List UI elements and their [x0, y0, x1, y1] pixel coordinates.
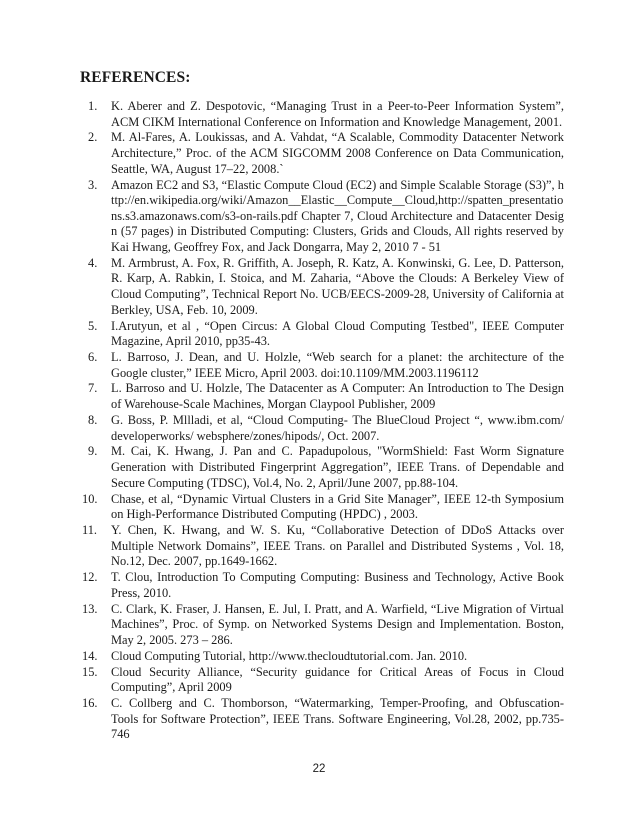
reference-number: 8. [88, 412, 98, 427]
reference-item-12 [82, 570, 564, 601]
reference-number: 10. [82, 491, 98, 506]
reference-text: L. Barroso, J. Dean, and U. Holzle, “Web search for a planet: the architecture of the Google cluster,” IEEE Micro, April 2003. doi:10.1109/MM.2003.1196112 [111, 349, 564, 380]
reference-text: I.Arutyun, et al , “Open Circus: A Global Cloud Computing Testbed", IEEE Computer Magazine, April 2010, pp35-43. [111, 318, 564, 349]
reference-item-16 [82, 696, 564, 743]
reference-item-15 [82, 664, 564, 696]
reference-number: 5. [88, 318, 98, 333]
reference-text: C. Collberg and C. Thomborson, “Watermarking, Temper-Proofing, and Obfuscation- Tools for Software Protection”, IEEE Trans. Software Engineering, Vol.28, 2002, pp.735-746 [111, 696, 564, 742]
reference-text: K. Aberer and Z. Despotovic, “Managing Trust in a Peer-to-Peer Information System”, ACM CIKM International Conference on Information and Knowledge Management, 2001. [111, 99, 564, 129]
reference-item-10 [82, 491, 564, 523]
reference-item-2 [88, 130, 564, 177]
reference-number: 9. [88, 444, 98, 459]
reference-text: Y. Chen, K. Hwang, and W. S. Ku, “Collaborative Detection of DDoS Attacks over Multiple Network Domains”, IEEE Trans. on Parallel and Distributed Systems , Vol. 18, No.12, Dec. 2007, pp.1649-1662. [111, 523, 564, 569]
reference-number: 1. [88, 99, 98, 113]
reference-text: Cloud Security Alliance, “Security guidance for Critical Areas of Focus in Cloud Computing”, April 2009 [111, 664, 564, 695]
reference-text: C. Clark, K. Fraser, J. Hansen, E. Jul, I. Pratt, and A. Warfield, “Live Migration of Virtual Machines”, Proc. of Symp. on Networked Systems Design and Implementation. Boston, May 2, 2005. 273 – 286. [111, 601, 564, 647]
reference-text: Amazon EC2 and S3, “Elastic Compute Cloud (EC2) and Simple Scalable Storage (S3)”, http://en.wikipedia.org/wiki/Amazon__Elastic__Compute__Cloud,http://spatten_presentations.s3.amazonaws.com/s3-on-rails.pdf Chapter 7, Cloud Architecture and Datacenter Design (57 pages) in Distributed Computing: Clusters, Grids and Clouds, All rights reserved by Kai Hwang, Geoffrey Fox, and Jack Dongarra, May 2, 2010 7 - 51 [111, 177, 564, 254]
reference-text: Cloud Computing Tutorial, http://www.thecloudtutorial.com. Jan. 2010. [111, 648, 468, 663]
reference-number: 4. [88, 255, 98, 270]
reference-number: 11. [82, 523, 98, 537]
reference-number: 2. [88, 130, 98, 145]
reference-item-14 [82, 648, 564, 665]
reference-text: M. Armbrust, A. Fox, R. Griffith, A. Joseph, R. Katz, A. Konwinski, G. Lee, D. Patterson, R. Karp, A. Rabkin, I. Stoica, and M. Zaharia, “Above the Clouds: A Berkeley View of Cloud Computing”, Technical Report No. UCB/EECS-2009-28, University of California at Berkley, USA, Feb. 10, 2009. [111, 255, 564, 317]
reference-number: 3. [88, 177, 98, 192]
reference-item-13 [82, 601, 564, 649]
reference-item-8 [88, 413, 564, 444]
reference-item-11 [82, 523, 564, 570]
reference-text: G. Boss, P. Mllladi, et al, “Cloud Computing- The BlueCloud Project “, www.ibm.com/ developerworks/ websphere/zones/hipods/, Oct. 2007. [111, 412, 564, 443]
reference-number: 7. [88, 381, 98, 396]
reference-number: 13. [82, 601, 98, 616]
reference-item-9 [88, 444, 564, 491]
references-heading: REFERENCES: [80, 69, 191, 86]
reference-item-6 [88, 350, 564, 381]
reference-item-4 [88, 256, 564, 318]
reference-text: L. Barroso and U. Holzle, The Datacenter as A Computer: An Introduction to The Design of Warehouse-Scale Machines, Morgan Claypool Publisher, 2009 [111, 381, 564, 412]
reference-number: 12. [82, 570, 98, 585]
page-number: 22 [312, 763, 326, 775]
reference-number: 16. [82, 696, 98, 711]
reference-item-7 [88, 381, 564, 412]
reference-number: 15. [82, 664, 98, 679]
reference-item-3 [88, 178, 564, 256]
reference-text: Chase, et al, “Dynamic Virtual Clusters in a Grid Site Manager”, IEEE 12-th Symposium on High-Performance Distributed Computing (HPDC) , 2003. [111, 491, 564, 522]
reference-item-5 [88, 319, 564, 350]
reference-number: 6. [88, 349, 98, 364]
reference-text: T. Clou, Introduction To Computing Computing: Business and Technology, Active Book Press, 2010. [111, 570, 564, 600]
reference-number: 14. [82, 648, 98, 663]
reference-list [82, 99, 564, 743]
reference-text: M. Cai, K. Hwang, J. Pan and C. Papadupolous, "WormShield: Fast Worm Signature Generation with Distributed Fingerprint Aggregation”, IEEE Trans. of Dependable and Secure Computing (TDSC), Vol.4, No. 2, April/June 2007, pp.88-104. [111, 444, 564, 490]
reference-item-1 [88, 99, 564, 130]
reference-text: M. Al-Fares, A. Loukissas, and A. Vahdat, “A Scalable, Commodity Datacenter Network Architecture,” Proc. of the ACM SIGCOMM 2008 Conference on Data Communication, Seattle, WA, August 17–22, 2008.` [111, 130, 564, 176]
